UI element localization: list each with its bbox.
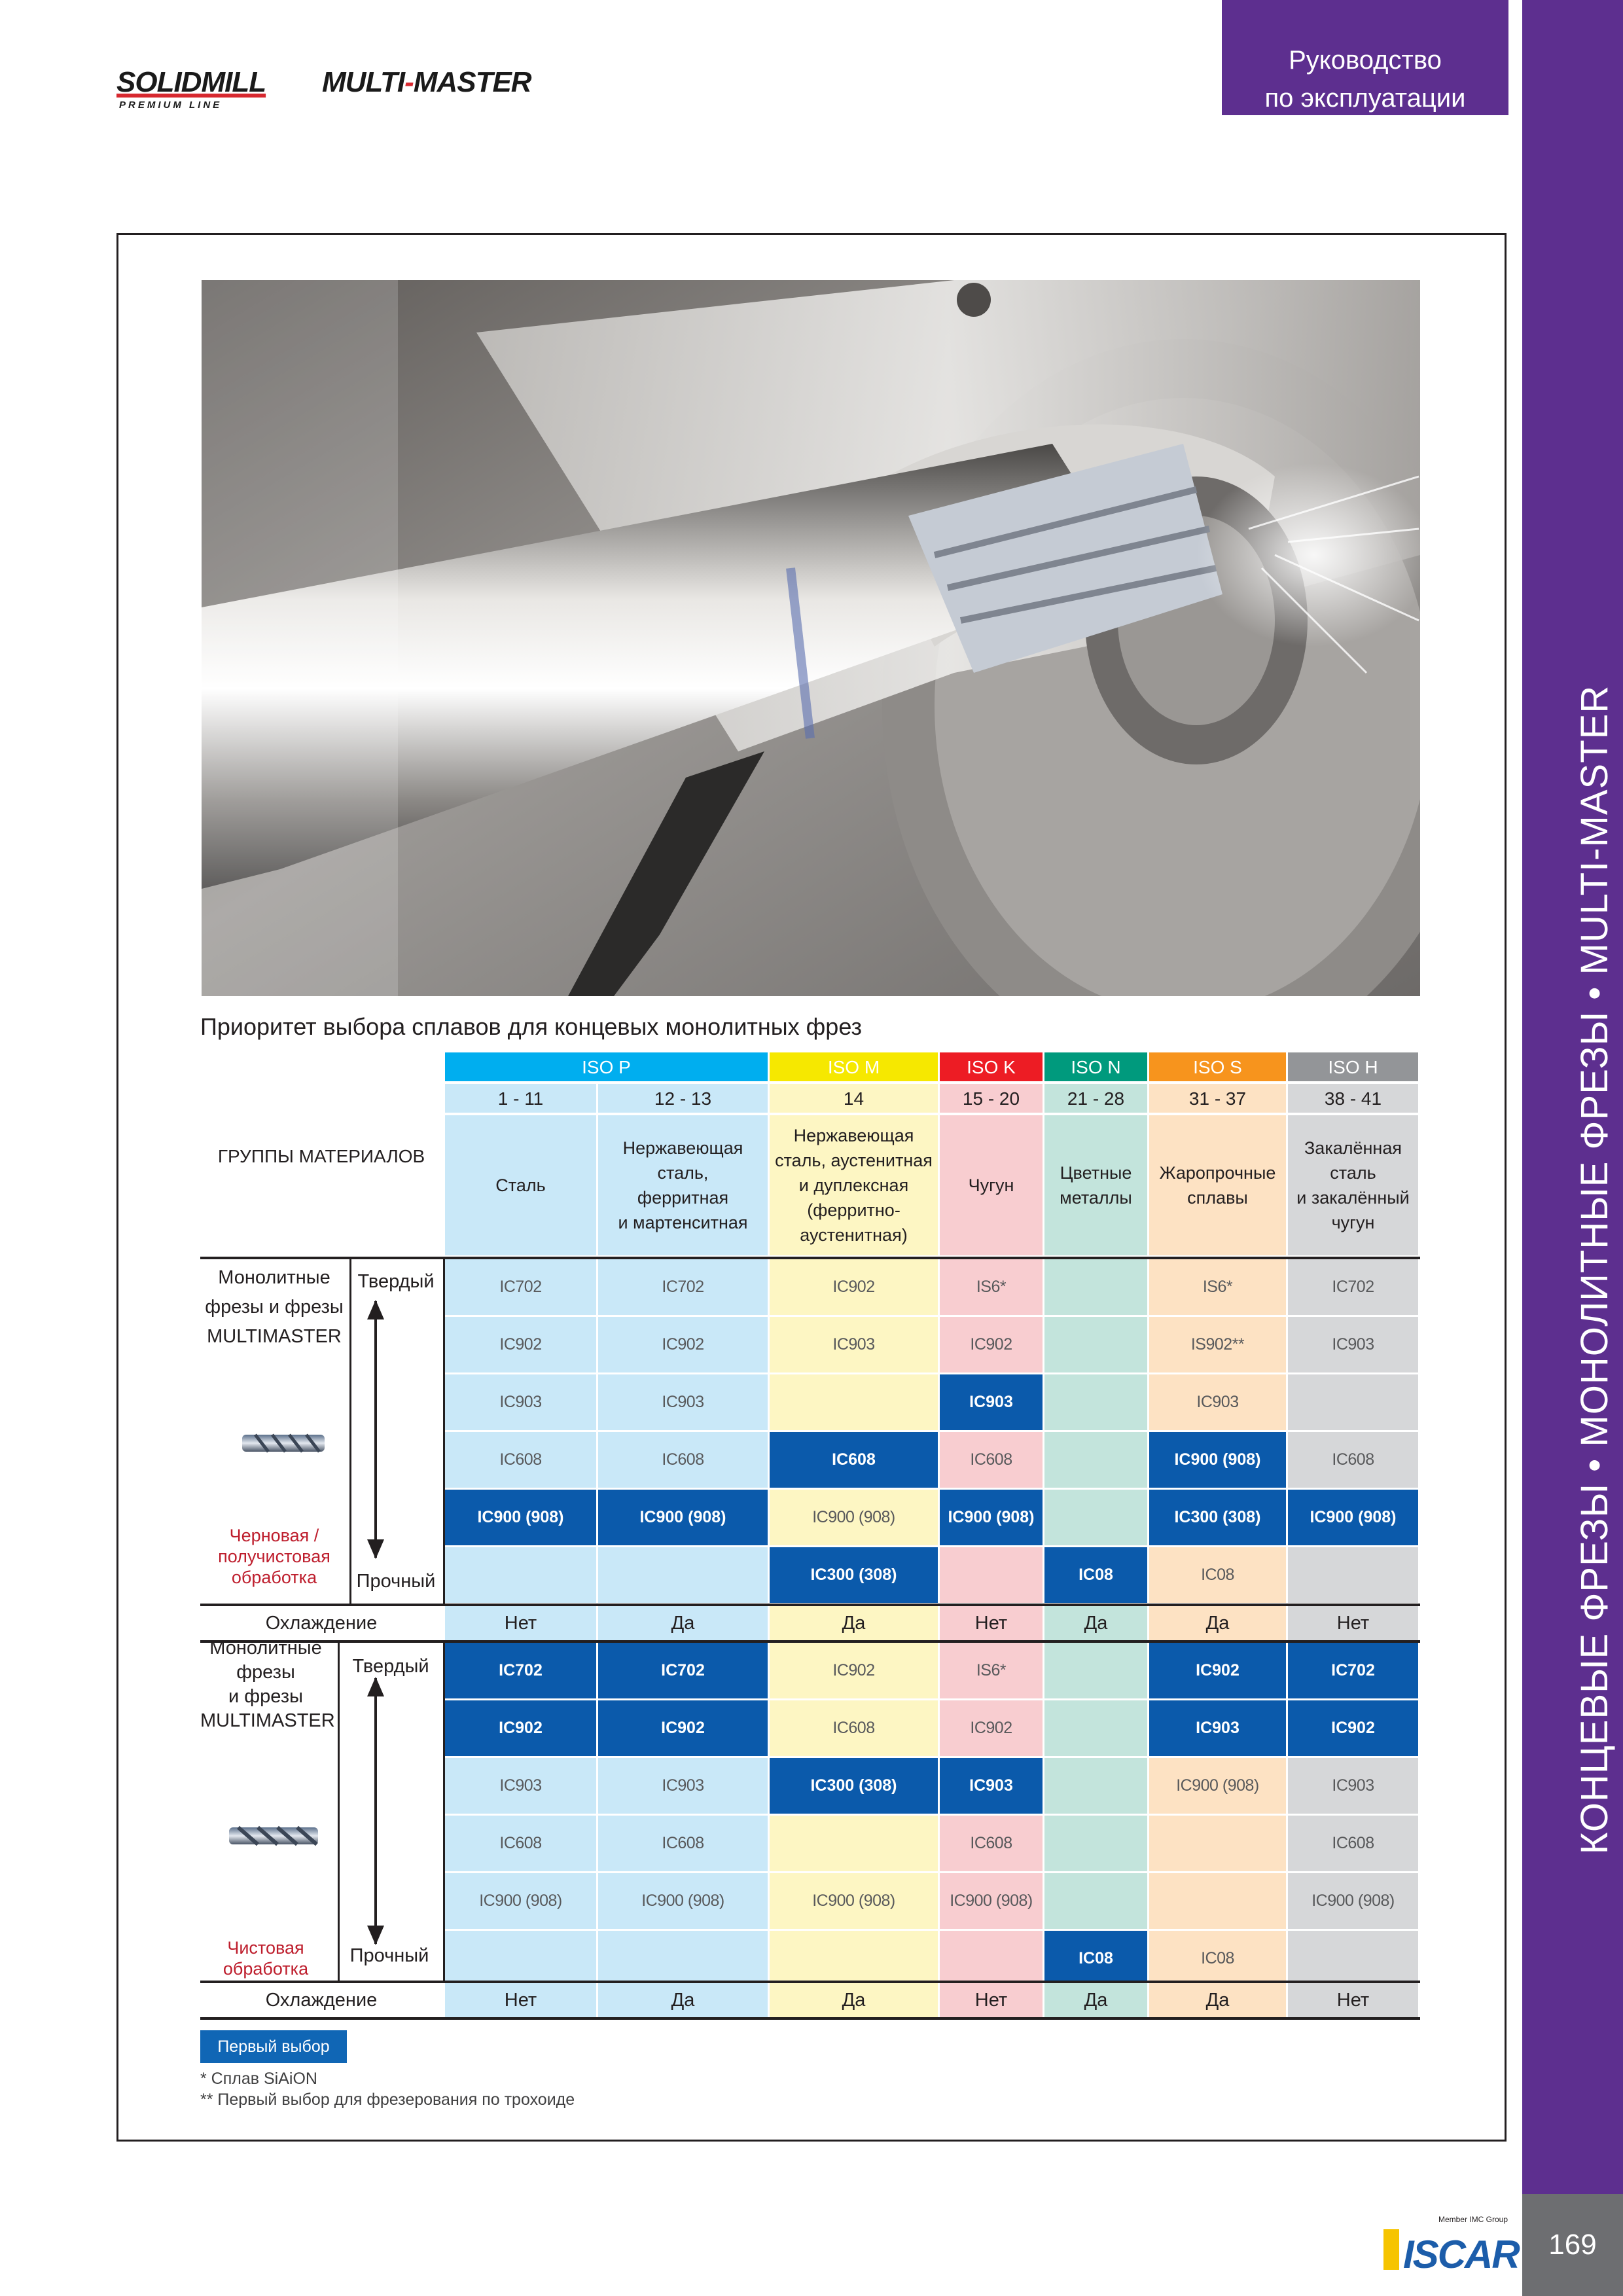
member-imc-text: Member IMC Group (1438, 2215, 1508, 2224)
grade-cell (598, 1931, 768, 1986)
first-choice-grade-cell: IC900 (908) (1288, 1490, 1418, 1545)
grade-cell (1044, 1643, 1147, 1698)
first-choice-grade-cell: IC300 (308) (770, 1758, 938, 1814)
grade-cell: IC608 (1288, 1816, 1418, 1871)
grade-cell: IC900 (908) (1149, 1758, 1286, 1814)
grade-cell: IC903 (1288, 1317, 1418, 1372)
section1-coolant-label: Охлаждение (265, 1612, 378, 1634)
grade-cell (940, 1931, 1043, 1986)
solidmill-logo (116, 68, 266, 111)
grade-cell (1149, 1816, 1286, 1871)
coolant-cell: Да (770, 1606, 938, 1640)
grade-cell: IC900 (908) (940, 1873, 1043, 1929)
grade-cell (940, 1547, 1043, 1603)
grade-cell: IC902 (770, 1643, 938, 1698)
grade-cell: IC902 (940, 1700, 1043, 1756)
section2-tool-label-text: Монолитные фрезы и фрезы MULTIMASTER (200, 1638, 335, 1731)
grade-cell: IC903 (445, 1758, 596, 1814)
section1-operation-label (200, 1525, 348, 1588)
material-cell: Закалённая сталь и закалённый чугун (1288, 1115, 1418, 1255)
grade-cell (598, 1547, 768, 1603)
coolant-cell: Да (1149, 1983, 1286, 2017)
section1-operation-label-text: Черновая / получистовая обработка (218, 1526, 330, 1587)
range-cell: 38 - 41 (1288, 1084, 1418, 1113)
milling-photo (202, 280, 1420, 996)
first-choice-grade-cell: IC902 (445, 1700, 596, 1756)
grade-cell: IC608 (770, 1700, 938, 1756)
grade-cell: IC08 (1149, 1547, 1286, 1603)
footnote-2: ** Первый выбор для фрезерования по трохоиде (200, 2090, 575, 2109)
grade-cell (445, 1931, 596, 1986)
coolant-cell: Да (770, 1983, 938, 2017)
first-choice-grade-cell: IC902 (1149, 1643, 1286, 1698)
footnote-1: * Сплав SiAiON (200, 2070, 317, 2088)
iscar-logo-word: ISCAR (1403, 2233, 1519, 2276)
grade-cell: IS6* (940, 1259, 1043, 1315)
grade-cell: IC608 (445, 1816, 596, 1871)
first-choice-grade-cell: IC902 (1288, 1700, 1418, 1756)
first-choice-grade-cell: IC902 (598, 1700, 768, 1756)
grade-cell: IC902 (445, 1317, 596, 1372)
first-choice-grade-cell: IC903 (940, 1374, 1043, 1430)
first-choice-grade-cell: IC900 (908) (1149, 1432, 1286, 1488)
section1-left-rule (443, 1258, 445, 1605)
first-choice-grade-cell: IC300 (308) (770, 1547, 938, 1603)
grade-cell (1149, 1873, 1286, 1929)
grade-cell: IC903 (598, 1374, 768, 1430)
first-choice-grade-cell: IC900 (908) (940, 1490, 1043, 1545)
grade-cell (1288, 1374, 1418, 1430)
range-cell: 14 (770, 1084, 938, 1113)
section1-hard-label: Твердый (357, 1271, 435, 1292)
grade-cell (445, 1547, 596, 1603)
range-cell: 12 - 13 (598, 1084, 768, 1113)
section2-operation-label-text: Чистовая обработка (223, 1938, 309, 1979)
coolant-cell: Нет (445, 1606, 596, 1640)
grade-cell: IC08 (1149, 1931, 1286, 1986)
range-cell: 31 - 37 (1149, 1084, 1286, 1113)
grade-cell: IC903 (1288, 1758, 1418, 1814)
coolant-cell: Нет (1288, 1983, 1418, 2017)
coolant-cell: Да (1044, 1983, 1147, 2017)
coolant-cell: Да (598, 1606, 768, 1640)
grade-cell (1044, 1432, 1147, 1488)
material-cell: Нержавеющая сталь, аустенитная и дуплексная (ферритно- аустенитная) (770, 1115, 938, 1255)
section2-tool-label (200, 1636, 335, 1733)
first-choice-grade-cell: IC608 (770, 1432, 938, 1488)
material-cell: Чугун (940, 1115, 1043, 1255)
grade-cell (770, 1931, 938, 1986)
coolant-cell: Да (1149, 1606, 1286, 1640)
grade-cell (1044, 1758, 1147, 1814)
grade-cell: IS6* (1149, 1259, 1286, 1315)
coolant-cell: Да (598, 1983, 768, 2017)
grade-cell: IC902 (770, 1259, 938, 1315)
grade-cell (1044, 1259, 1147, 1315)
grade-cell: IC702 (598, 1259, 768, 1315)
iscar-logo (1383, 2215, 1519, 2280)
section1-tough-label: Прочный (356, 1571, 436, 1592)
coolant-cell: Нет (940, 1606, 1043, 1640)
first-choice-grade-cell: IC702 (1288, 1643, 1418, 1698)
iso-header-iso-h: ISO H (1288, 1052, 1418, 1081)
coolant-cell: Да (1044, 1606, 1147, 1640)
coolant-cell: Нет (445, 1983, 596, 2017)
section1-tool-label-text: Монолитные фрезы и фрезы MULTIMASTER (205, 1267, 344, 1347)
section2-hard-label: Твердый (352, 1656, 429, 1677)
iso-header-iso-m: ISO M (770, 1052, 938, 1081)
grade-cell (1044, 1490, 1147, 1545)
grade-cell (1044, 1816, 1147, 1871)
first-choice-grade-cell: IC702 (445, 1643, 596, 1698)
first-choice-grade-cell: IC08 (1044, 1931, 1147, 1986)
section2-tough-label: Прочный (349, 1945, 429, 1966)
grade-cell: IC608 (940, 1432, 1043, 1488)
multimaster-logo-dash: - (404, 66, 414, 98)
section1-hard-tough-arrow (374, 1301, 377, 1558)
milling-photo-illustration (202, 280, 1420, 996)
section2-coolant-bottom-rule (200, 2017, 1420, 2020)
premium-line-text: PREMIUM LINE (119, 99, 223, 111)
manual-label-box (1222, 0, 1508, 115)
grade-cell: IC608 (598, 1816, 768, 1871)
first-choice-grade-cell: IC900 (908) (445, 1490, 596, 1545)
range-cell: 21 - 28 (1044, 1084, 1147, 1113)
manual-label-line2: по эксплуатации (1264, 84, 1466, 113)
first-choice-grade-cell: IC08 (1044, 1547, 1147, 1603)
first-choice-grade-cell: IC903 (1149, 1700, 1286, 1756)
grade-cell: IC900 (908) (445, 1873, 596, 1929)
grade-cell: IC608 (445, 1432, 596, 1488)
solidmill-logo-text: SOLIDMILL (116, 66, 266, 98)
grade-cell: IC903 (1149, 1374, 1286, 1430)
grade-cell: IC903 (445, 1374, 596, 1430)
manual-label-line1: Руководство (1289, 46, 1442, 75)
multimaster-logo-part1: MULTI (322, 66, 405, 98)
section2-label-divider (338, 1641, 340, 1983)
grade-cell (770, 1816, 938, 1871)
coolant-cell: Нет (1288, 1606, 1418, 1640)
grade-cell (770, 1374, 938, 1430)
material-groups-label: ГРУППЫ МАТЕРИАЛОВ (217, 1145, 425, 1166)
first-choice-grade-cell: IC300 (308) (1149, 1490, 1286, 1545)
grade-cell: IC702 (1288, 1259, 1418, 1315)
page-number: 169 (1522, 2194, 1623, 2296)
range-cell: 15 - 20 (940, 1084, 1043, 1113)
grade-cell: IC902 (598, 1317, 768, 1372)
iso-header-iso-s: ISO S (1149, 1052, 1286, 1081)
first-choice-grade-cell: IC903 (940, 1758, 1043, 1814)
grade-cell: IC900 (908) (770, 1873, 938, 1929)
material-cell: Нержавеющая сталь, ферритная и мартенситная (598, 1115, 768, 1255)
grade-cell: IS6* (940, 1643, 1043, 1698)
grade-cell (1044, 1873, 1147, 1929)
multimaster-logo (322, 68, 531, 97)
material-cell: Жаропрочные сплавы (1149, 1115, 1286, 1255)
first-choice-legend: Первый выбор (200, 2030, 347, 2063)
grade-cell: IS902** (1149, 1317, 1286, 1372)
finishing-end-mill-icon (229, 1820, 321, 1852)
grade-cell: IC608 (1288, 1432, 1418, 1488)
alloy-selection-table (200, 1052, 1420, 2159)
multimaster-logo-part2: MASTER (413, 66, 531, 98)
roughing-end-mill-icon (242, 1428, 327, 1458)
grade-cell: IC903 (770, 1317, 938, 1372)
grade-cell: IC900 (908) (598, 1873, 768, 1929)
section1-label-divider (349, 1258, 351, 1605)
material-cell: Цветные металлы (1044, 1115, 1147, 1255)
grade-cell: IC902 (940, 1317, 1043, 1372)
iscar-logo-bar (1383, 2229, 1399, 2270)
grade-cell (1044, 1374, 1147, 1430)
grade-cell (1288, 1547, 1418, 1603)
grade-cell: IC608 (598, 1432, 768, 1488)
range-cell: 1 - 11 (445, 1084, 596, 1113)
section2-operation-label (200, 1937, 331, 1979)
grade-cell: IC900 (908) (770, 1490, 938, 1545)
grade-cell (1288, 1931, 1418, 1986)
first-choice-grade-cell: IC900 (908) (598, 1490, 768, 1545)
grade-cell: IC903 (598, 1758, 768, 1814)
section2-left-rule (443, 1641, 445, 1983)
section2-coolant-label: Охлаждение (265, 1989, 378, 2011)
iso-header-iso-p: ISO P (445, 1052, 768, 1081)
material-cell: Сталь (445, 1115, 596, 1255)
iso-header-iso-k: ISO K (940, 1052, 1043, 1081)
table-title: Приоритет выбора сплавов для концевых монолитных фрез (200, 1013, 863, 1040)
section1-tool-label (200, 1263, 348, 1352)
first-choice-grade-cell: IC702 (598, 1643, 768, 1698)
grade-cell: IC702 (445, 1259, 596, 1315)
grade-cell (1044, 1700, 1147, 1756)
iso-header-iso-n: ISO N (1044, 1052, 1147, 1081)
grade-cell: IC900 (908) (1288, 1873, 1418, 1929)
section2-hard-tough-arrow (374, 1678, 377, 1944)
grade-cell (1044, 1317, 1147, 1372)
coolant-cell: Нет (940, 1983, 1043, 2017)
grade-cell: IC608 (940, 1816, 1043, 1871)
side-section-title: КОНЦЕВЫЕ ФРЕЗЫ • МОНОЛИТНЫЕ ФРЕЗЫ • MULTI-MASTER (1573, 685, 1616, 1855)
